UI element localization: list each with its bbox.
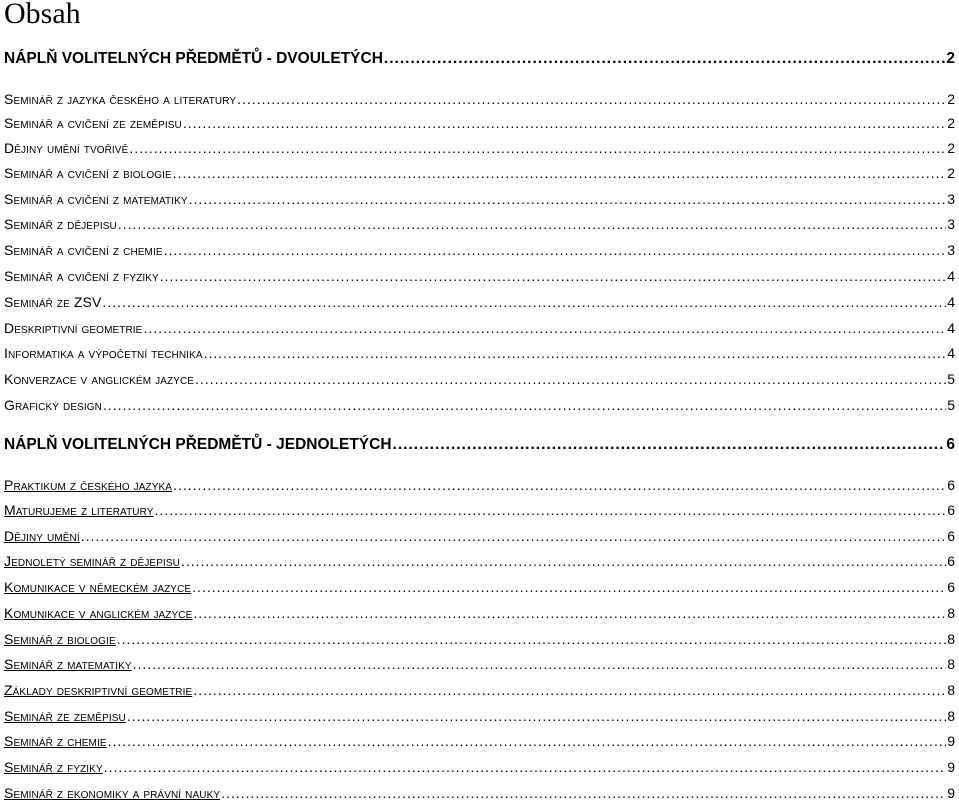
toc-page-number: 9 xyxy=(947,785,955,801)
toc-entry[interactable] xyxy=(4,654,955,674)
toc-page-number: 2 xyxy=(946,50,955,67)
toc-dot-leader xyxy=(189,189,947,209)
toc-dot-leader xyxy=(143,318,946,338)
toc-dot-leader xyxy=(127,706,946,726)
toc-entry-label: Základy deskriptivní geometrie xyxy=(4,682,193,698)
toc-entry-label: Seminář z jazyka českého a literatury xyxy=(4,91,237,107)
toc-dot-leader xyxy=(384,48,945,70)
toc-entry[interactable] xyxy=(4,113,955,133)
toc-dot-leader xyxy=(81,526,946,546)
toc-page-number: 6 xyxy=(947,528,955,544)
toc-entry-label: Dějiny umění xyxy=(4,528,80,544)
toc-entry-label: Maturujeme z literatury xyxy=(4,502,154,518)
toc-entry[interactable] xyxy=(4,343,955,363)
toc-dot-leader xyxy=(103,395,946,415)
toc-entry[interactable] xyxy=(4,163,955,183)
toc-page-number: 8 xyxy=(947,631,955,647)
toc-entry-label: Seminář z biologie xyxy=(4,631,116,647)
toc-page-number: 8 xyxy=(947,656,955,672)
toc-dot-leader xyxy=(117,629,946,649)
toc-entry[interactable] xyxy=(4,706,955,726)
toc-dot-leader xyxy=(237,89,946,109)
toc-dot-leader xyxy=(118,214,946,234)
toc-entry[interactable] xyxy=(4,240,955,260)
toc-page-number: 6 xyxy=(947,477,955,493)
toc-entry-label: Grafický design xyxy=(4,397,102,413)
toc-page-number: 3 xyxy=(947,216,955,232)
toc-dot-leader xyxy=(108,731,947,751)
toc-dot-leader xyxy=(164,240,947,260)
toc-dot-leader xyxy=(183,113,946,133)
toc-dot-leader xyxy=(181,551,946,571)
toc-entry-label: Komunikace v anglickém jazyce xyxy=(4,605,193,621)
toc-entry-label: Seminář z matematiky xyxy=(4,656,132,672)
toc-section-heading-label: NÁPLŇ VOLITELNÝCH PŘEDMĚTŮ - DVOULETÝCH xyxy=(4,50,383,67)
toc-entry[interactable] xyxy=(4,266,955,286)
toc-page-number: 8 xyxy=(947,682,955,698)
toc-dot-leader xyxy=(104,757,946,777)
toc-entry-label: Praktikum z českého jazyka xyxy=(4,477,173,493)
toc-entry-label: Jednoletý seminář z dějepisu xyxy=(4,553,180,569)
toc-dot-leader xyxy=(173,475,946,495)
toc-page-number: 3 xyxy=(947,191,955,207)
toc-dot-leader xyxy=(195,369,946,389)
toc-entry[interactable] xyxy=(4,500,955,520)
toc-entry-label: Seminář a cvičení z chemie xyxy=(4,242,163,258)
toc-entry[interactable] xyxy=(4,369,955,389)
toc-entry-label: Seminář ze zeměpisu xyxy=(4,708,126,724)
toc-entry[interactable] xyxy=(4,89,955,109)
toc-page-number: 4 xyxy=(947,320,955,336)
toc-page-number: 2 xyxy=(947,140,955,156)
toc-entry[interactable] xyxy=(4,395,955,415)
toc-entry[interactable] xyxy=(4,629,955,649)
toc-page-number: 2 xyxy=(947,165,955,181)
toc-entry-label: Deskriptivní geometrie xyxy=(4,320,143,336)
toc-page-number: 3 xyxy=(947,242,955,258)
toc-entry[interactable] xyxy=(4,138,955,158)
toc-dot-leader xyxy=(193,603,946,623)
toc-dot-leader xyxy=(102,292,946,312)
toc-dot-leader xyxy=(129,138,946,158)
toc-page-number: 4 xyxy=(947,268,955,284)
toc-entry-label: Seminář a cvičení z fyziky xyxy=(4,268,159,284)
toc-entry[interactable] xyxy=(4,783,955,803)
toc-entry-label: Seminář z chemie xyxy=(4,733,107,749)
toc-page-number: 9 xyxy=(947,733,955,749)
toc-entry-label: Dějiny umění tvořivě xyxy=(4,140,129,156)
toc-entry-label: Komunikace v německém jazyce xyxy=(4,579,192,595)
toc-section-heading[interactable] xyxy=(4,48,955,70)
toc-page-number: 2 xyxy=(947,115,955,131)
toc-dot-leader xyxy=(393,434,946,456)
toc-entry[interactable] xyxy=(4,757,955,777)
toc-section-heading-label: NÁPLŇ VOLITELNÝCH PŘEDMĚTŮ - JEDNOLETÝCH xyxy=(4,436,392,453)
toc-section-heading[interactable] xyxy=(4,434,955,456)
page-title: Obsah xyxy=(4,0,81,30)
toc-entry-label: Informatika a výpočetní technika xyxy=(4,345,203,361)
toc-dot-leader xyxy=(193,680,946,700)
toc-dot-leader xyxy=(133,654,947,674)
toc-entry[interactable] xyxy=(4,603,955,623)
toc-entry-label: Seminář z dějepisu xyxy=(4,216,117,232)
toc-entry[interactable] xyxy=(4,526,955,546)
toc-page-number: 5 xyxy=(947,397,955,413)
toc-page-number: 6 xyxy=(947,502,955,518)
toc-page-number: 6 xyxy=(946,436,955,453)
toc-entry[interactable] xyxy=(4,189,955,209)
toc-dot-leader xyxy=(160,266,946,286)
toc-entry-label: Seminář a cvičení ze zeměpisu xyxy=(4,115,182,131)
toc-dot-leader xyxy=(192,577,946,597)
toc-page-number: 6 xyxy=(947,553,955,569)
toc-dot-leader xyxy=(221,783,946,803)
toc-entry[interactable] xyxy=(4,292,955,312)
toc-entry-label: Seminář a cvičení z matematiky xyxy=(4,191,188,207)
toc-page-number: 4 xyxy=(947,294,955,310)
toc-entry-label: Seminář a cvičení z biologie xyxy=(4,165,172,181)
toc-entry[interactable] xyxy=(4,318,955,338)
toc-page-number: 9 xyxy=(947,759,955,775)
toc-entry[interactable] xyxy=(4,577,955,597)
toc-dot-leader xyxy=(155,500,947,520)
toc-entry[interactable] xyxy=(4,551,955,571)
toc-entry[interactable] xyxy=(4,680,955,700)
toc-page-number: 2 xyxy=(947,91,955,107)
toc-page-number: 6 xyxy=(947,579,955,595)
toc-entry[interactable] xyxy=(4,475,955,495)
toc-entry-label: Seminář z fyziky xyxy=(4,759,103,775)
toc-page-number: 5 xyxy=(947,371,955,387)
toc-entry-label: Seminář z ekonomiky a právní nauky xyxy=(4,785,221,801)
toc-dot-leader xyxy=(173,163,946,183)
toc-dot-leader xyxy=(204,343,947,363)
toc-page-number: 4 xyxy=(947,345,955,361)
toc-entry[interactable] xyxy=(4,731,955,751)
toc-entry-label: Konverzace v anglickém jazyce xyxy=(4,371,195,387)
toc-entry[interactable] xyxy=(4,214,955,234)
toc-page-number: 8 xyxy=(947,605,955,621)
toc-entry-label: Seminář ze ZSV xyxy=(4,294,102,310)
toc-page-number: 8 xyxy=(947,708,955,724)
